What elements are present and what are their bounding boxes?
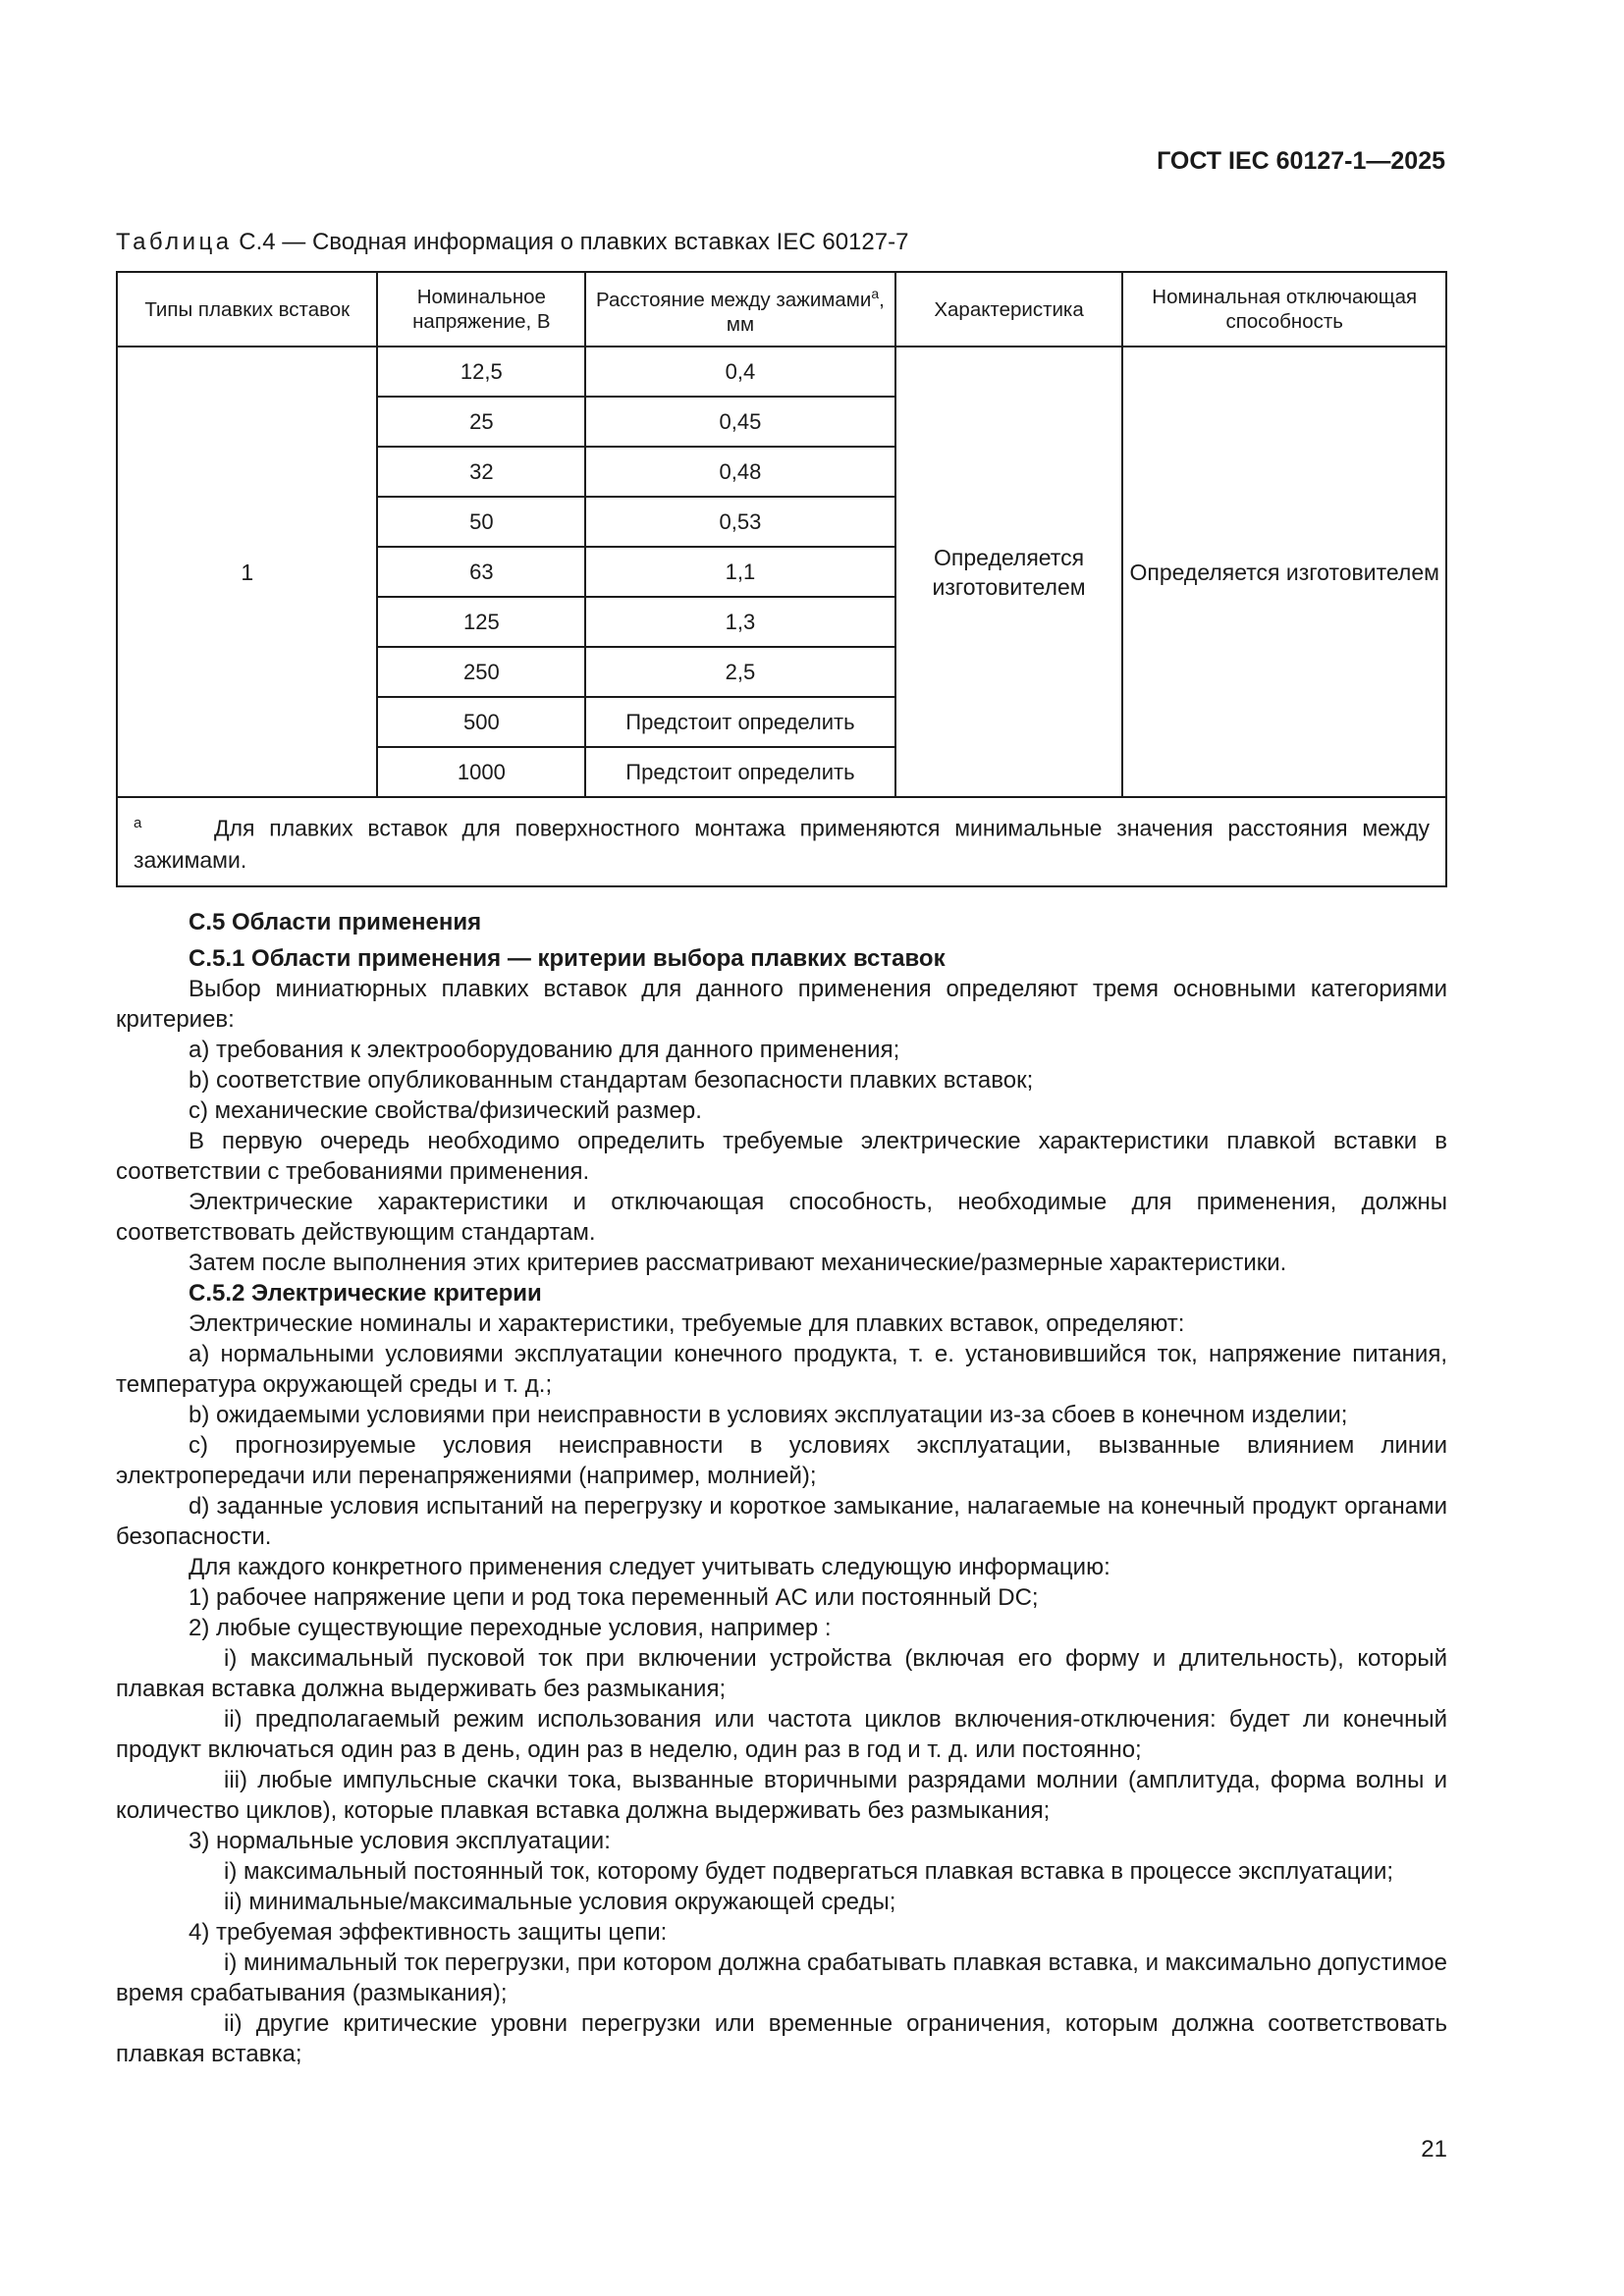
distance-cell: 1,3 [585, 597, 894, 647]
header-breaking-capacity: Номинальная отключающая способность [1122, 272, 1446, 347]
distance-cell: Предстоит определить [585, 697, 894, 747]
document-body [116, 907, 1447, 2069]
list-item: d) заданные условия испытаний на перегрузку и короткое замыкание, налагаемые на конечный продукт органами безопасности. [116, 1493, 1447, 1550]
fuse-table [116, 271, 1447, 887]
voltage-cell: 32 [377, 447, 585, 497]
table-caption-text: С.4 — Сводная информация о плавких вставках IEC 60127-7 [239, 229, 909, 255]
table-footnote-row [117, 797, 1446, 886]
list-item: a) требования к электрооборудованию для данного применения; [189, 1037, 900, 1063]
list-item: 2) любые существующие переходные условия, например : [189, 1615, 832, 1641]
distance-cell: 2,5 [585, 647, 894, 697]
list-item: a) нормальными условиями эксплуатации конечного продукта, т. е. установившийся ток, напряжение питания, температура окружающей среды и т. д.; [116, 1341, 1447, 1398]
sub-list-item: iii) любые импульсные скачки тока, вызванные вторичными разрядами молнии (амплитуда, форма волны и количество циклов), которые плавкая вставка должна выдерживать без размыкания; [116, 1767, 1447, 1824]
section-heading: С.5 Области применения [189, 909, 482, 935]
voltage-cell: 250 [377, 647, 585, 697]
subsection-heading: С.5.1 Области применения — критерии выбора плавких вставок [189, 945, 946, 972]
sub-list-item: i) минимальный ток перегрузки, при котором должна срабатывать плавкая вставка, и максимально допустимое время срабатывания (размыкания); [116, 1949, 1447, 2006]
header-characteristic: Характеристика [895, 272, 1123, 347]
header-rated-voltage: Номинальное напряжение, В [377, 272, 585, 347]
footnote-text: Для плавких вставок для поверхностного монтажа применяются минимальные значения расстояния между зажимами. [134, 815, 1430, 873]
breaking-capacity-cell: Определяется изготовителем [1122, 347, 1446, 797]
table-footnote [117, 797, 1446, 886]
paragraph: В первую очередь необходимо определить требуемые электрические характеристики плавкой вставки в соответствии с требованиями применения. [116, 1128, 1447, 1185]
voltage-cell: 125 [377, 597, 585, 647]
distance-cell: 0,53 [585, 497, 894, 547]
sub-list-item: ii) минимальные/максимальные условия окружающей среды; [224, 1889, 896, 1915]
voltage-cell: 12,5 [377, 347, 585, 397]
paragraph: Для каждого конкретного применения следует учитывать следующую информацию: [189, 1554, 1110, 1580]
voltage-cell: 500 [377, 697, 585, 747]
list-item: c) механические свойства/физический размер. [189, 1097, 702, 1124]
list-item: 3) нормальные условия эксплуатации: [189, 1828, 611, 1854]
table-caption-label: Таблица [116, 229, 233, 255]
sub-list-item: i) максимальный постоянный ток, которому будет подвергаться плавкая вставка в процессе эксплуатации; [224, 1858, 1394, 1885]
distance-cell: 0,4 [585, 347, 894, 397]
voltage-cell: 1000 [377, 747, 585, 797]
header-fuse-types: Типы плавких вставок [117, 272, 377, 347]
paragraph: Затем после выполнения этих критериев рассматривают механические/размерные характеристики. [189, 1250, 1287, 1276]
list-item: b) соответствие опубликованным стандартам безопасности плавких вставок; [189, 1067, 1034, 1094]
characteristic-cell: Определяется изготовителем [895, 347, 1123, 797]
document-header: ГОСТ IEC 60127-1—2025 [1157, 147, 1445, 175]
distance-cell: Предстоит определить [585, 747, 894, 797]
distance-cell: 0,45 [585, 397, 894, 447]
footnote-mark: a [134, 815, 142, 831]
header-terminal-distance: Расстояние между зажимами$^a$, мм [585, 272, 894, 347]
list-item: b) ожидаемыми условиями при неисправности в условиях эксплуатации из-за сбоев в конечном изделии; [189, 1402, 1348, 1428]
table-row [117, 347, 1446, 397]
fuse-type-cell: 1 [117, 347, 377, 797]
sub-list-item: i) максимальный пусковой ток при включении устройства (включая его форму и длительность), который плавкая вставка должна выдерживать без размыкания; [116, 1645, 1447, 1702]
paragraph: Электрические номиналы и характеристики, требуемые для плавких вставок, определяют: [189, 1310, 1185, 1337]
list-item: 1) рабочее напряжение цепи и род тока переменный AC или постоянный DC; [189, 1584, 1039, 1611]
voltage-cell: 25 [377, 397, 585, 447]
table-caption [116, 229, 908, 256]
subsection-heading: С.5.2 Электрические критерии [189, 1280, 542, 1307]
distance-cell: 1,1 [585, 547, 894, 597]
voltage-cell: 63 [377, 547, 585, 597]
paragraph: Выбор миниатюрных плавких вставок для данного применения определяют тремя основными категориями критериев: [116, 976, 1447, 1033]
list-item: 4) требуемая эффективность защиты цепи: [189, 1919, 668, 1946]
sub-list-item: ii) другие критические уровни перегрузки или временные ограничения, которым должна соответствовать плавкая вставка; [116, 2010, 1447, 2067]
paragraph: Электрические характеристики и отключающая способность, необходимые для применения, должны соответствовать действующим стандартам. [116, 1189, 1447, 1246]
sub-list-item: ii) предполагаемый режим использования или частота циклов включения-отключения: будет ли конечный продукт включаться один раз в день, один раз в неделю, один раз в год и т. д. или постоянно; [116, 1706, 1447, 1763]
page-number: 21 [1421, 2136, 1447, 2163]
distance-cell: 0,48 [585, 447, 894, 497]
list-item: c) прогнозируемые условия неисправности в условиях эксплуатации, вызванные влиянием линии электропередачи или перенапряжениями (например, молнией); [116, 1432, 1447, 1489]
voltage-cell: 50 [377, 497, 585, 547]
